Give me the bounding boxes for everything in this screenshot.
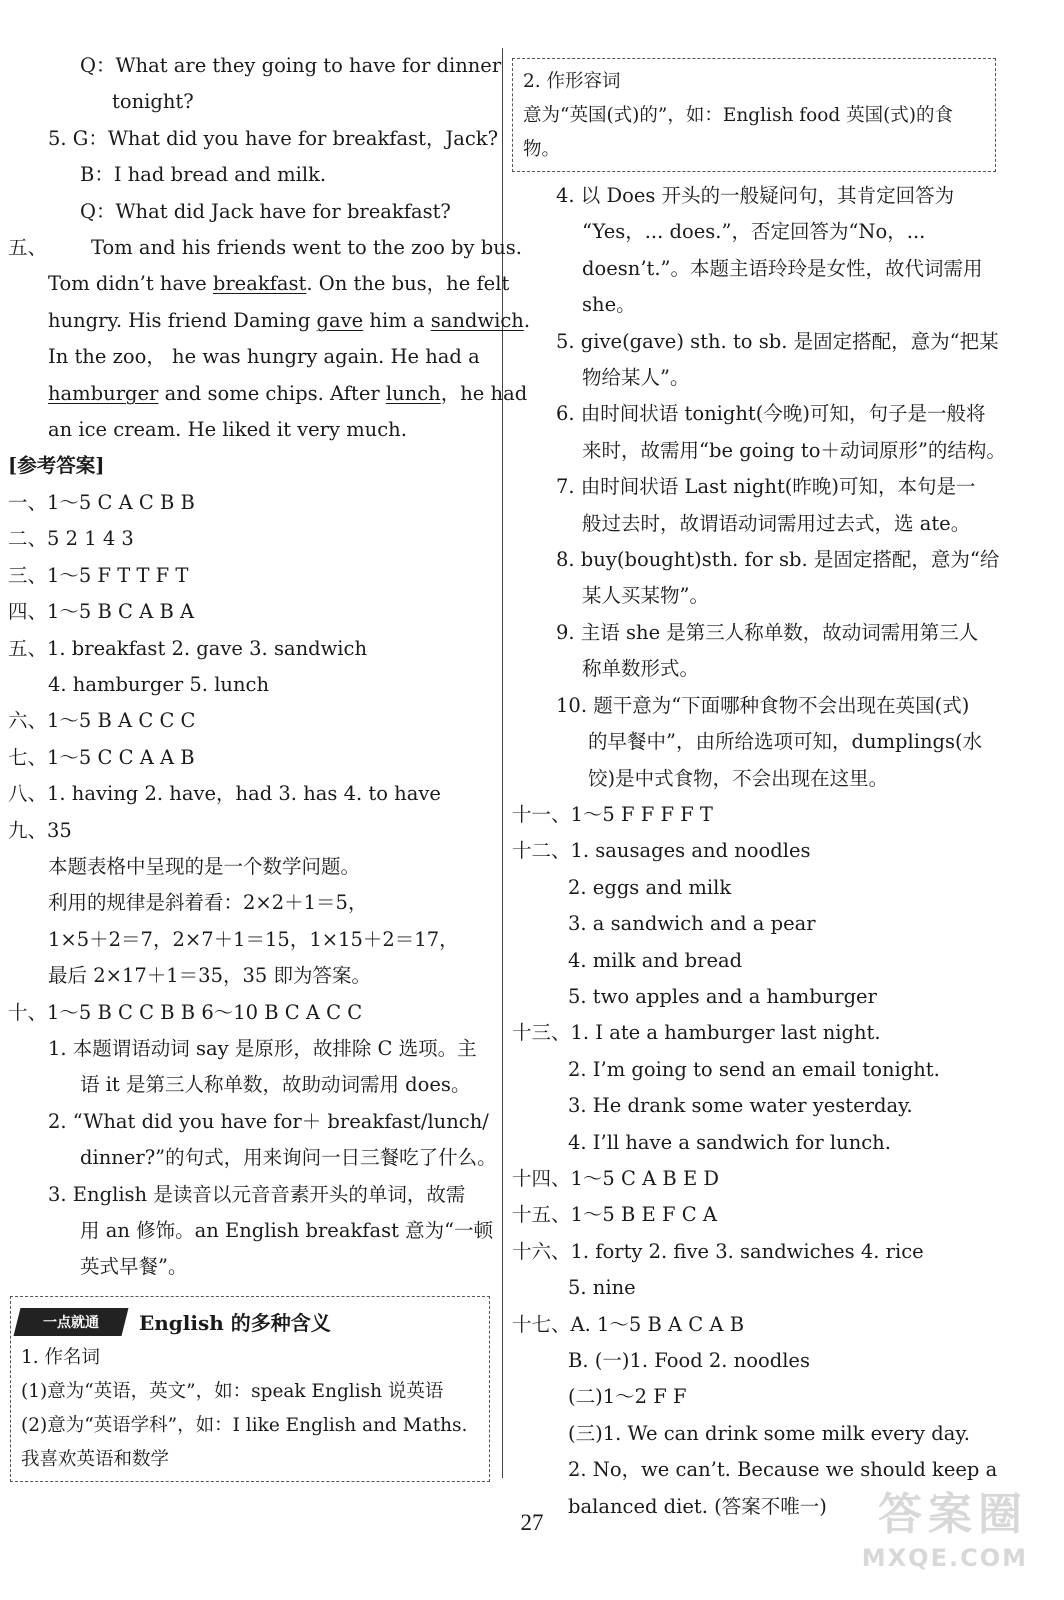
- passage-text: .: [523, 308, 531, 332]
- explanation-line: 4. 以 Does 开头的一般疑问句，其肯定回答为: [556, 184, 955, 207]
- explanation-line: 语 it 是第三人称单数，故助动词需用 does。: [80, 1073, 471, 1097]
- answer-line: 十六、1. forty 2. five 3. sandwiches 4. rice: [512, 1239, 924, 1263]
- answer-line: 十四、1～5 C A B E D: [512, 1166, 720, 1190]
- explanation-line: 1. 本题谓语动词 say 是原形，故排除 C 选项。主: [48, 1036, 477, 1060]
- answer-line: 二、5 2 1 4 3: [8, 527, 134, 551]
- answer-line: 十一、1～5 F F F F T: [512, 802, 713, 826]
- answer-line: 3. a sandwich and a pear: [568, 912, 816, 936]
- passage-line: [8, 376, 528, 412]
- answer-line: 4. milk and bread: [568, 948, 743, 972]
- answer-line: 4. hamburger 5. lunch: [48, 672, 270, 696]
- explanation-line: “Yes，... does.”，否定回答为“No，...: [582, 220, 926, 244]
- explanation-line: 物给某人”。: [582, 366, 690, 390]
- answer-line: 5. two apples and a hamburger: [568, 984, 877, 1008]
- right-column: [512, 48, 1004, 1525]
- watermark-url: MXQE.COM: [861, 1544, 1028, 1572]
- watermark-text: 答案圈: [878, 1489, 1028, 1540]
- answer-line: 五、1. breakfast 2. gave 3. sandwich: [8, 636, 368, 660]
- explanation-line: 的早餐中”，由所给选项可知，dumplings(水: [588, 730, 983, 754]
- section-label: 五、: [8, 236, 48, 260]
- explanation-line: 本题表格中呈现的是一个数学问题。: [48, 854, 361, 878]
- answer-word: hamburger: [48, 381, 159, 405]
- explanation-line: 般过去时，故谓语动词需用过去式，选 ate。: [582, 511, 971, 535]
- answer-line: balanced diet. (答案不唯一): [568, 1494, 827, 1518]
- explanation-line: 8. buy(bought)sth. for sb. 是固定搭配，意为“给: [556, 548, 1000, 572]
- passage-line: [8, 266, 510, 302]
- explanation-line: 5. give(gave) sth. to sb. 是固定搭配，意为“把某: [556, 329, 999, 353]
- text-line: B：I had bread and milk.: [80, 163, 327, 187]
- answer-line: 十、1～5 B C C B B 6～10 B C A C C: [8, 1000, 363, 1024]
- answer-line: 3. He drank some water yesterday.: [568, 1094, 913, 1118]
- passage-line: an ice cream. He liked it very much.: [48, 418, 407, 442]
- explanation-line: 2. “What did you have for＋ breakfast/lunch/: [48, 1109, 489, 1133]
- explanation-line: 9. 主语 she 是第三人称单数，故动词需用第三人: [556, 620, 979, 644]
- passage-text: Tom didn’t have: [48, 272, 213, 296]
- answer-line: B. (一)1. Food 2. noodles: [568, 1349, 810, 1372]
- explanation-line: 称单数形式。: [582, 657, 700, 681]
- tip-box: [10, 1296, 490, 1482]
- explanation-line: 来时，故需用“be going to＋动词原形”的结构。: [582, 438, 1006, 462]
- answer-line: 十五、1～5 B E F C A: [512, 1203, 717, 1227]
- passage-line: [8, 230, 522, 266]
- passage-line: [8, 303, 531, 339]
- explanation-line: doesn’t.”。本题主语玲玲是女性，故代词需用: [582, 256, 983, 280]
- answer-word: lunch: [385, 381, 441, 405]
- explanation-line: 6. 由时间状语 tonight(今晚)可知，句子是一般将: [556, 402, 986, 426]
- answer-line: 十二、1. sausages and noodles: [512, 839, 811, 863]
- tip-line: (2)意为“英语学科”，如：I like English and Maths.: [21, 1414, 468, 1436]
- passage-text: ，he had: [440, 381, 528, 405]
- answer-line: 2. eggs and milk: [568, 875, 732, 899]
- answer-line: 七、1～5 C C A A B: [8, 745, 195, 769]
- explanation-line: 最后 2×17＋1＝35，35 即为答案。: [48, 964, 371, 988]
- answer-word: sandwich: [430, 308, 524, 332]
- answer-line: 十三、1. I ate a hamburger last night.: [512, 1021, 881, 1045]
- answer-line: 2. I’m going to send an email tonight.: [568, 1057, 940, 1081]
- tip-box-continued: [512, 58, 996, 172]
- tip-line: 1. 作名词: [21, 1346, 101, 1368]
- explanation-line: 利用的规律是斜着看：2×2＋1＝5，: [48, 891, 368, 915]
- tip-line: 我喜欢英语和数学: [21, 1448, 170, 1470]
- text-line: Q：What did Jack have for breakfast?: [80, 199, 451, 223]
- tip-line: 意为“英国(式)的”，如：English food 英国(式)的食: [523, 105, 954, 126]
- passage-line: In the zoo， he was hungry again. He had a: [48, 345, 480, 369]
- answer-line: (二)1～2 F F: [568, 1385, 687, 1409]
- explanation-line: 英式早餐”。: [80, 1255, 188, 1279]
- answer-word: gave: [316, 308, 364, 332]
- answer-line: 2. No，we can’t. Because we should keep a: [568, 1458, 998, 1482]
- passage-text: Tom and his friends went to the zoo by bus.: [91, 236, 522, 260]
- answer-line: 八、1. having 2. have，had 3. has 4. to have: [8, 782, 441, 806]
- answer-line: (三)1. We can drink some milk every day.: [568, 1421, 970, 1445]
- text-line: 5. G：What did you have for breakfast，Jack?: [48, 126, 499, 150]
- answer-line: 4. I’ll have a sandwich for lunch.: [568, 1130, 891, 1154]
- tip-title: English 的多种含义: [139, 1311, 331, 1336]
- watermark-logo: [852, 1486, 1028, 1586]
- answer-line: 三、1～5 F T T F T: [8, 563, 189, 587]
- answer-word: breakfast: [212, 272, 307, 296]
- left-column: [8, 48, 531, 1482]
- tip-header: [21, 1303, 479, 1341]
- tip-line: 2. 作形容词: [523, 71, 621, 92]
- tip-tag-label: 一点就通: [43, 1314, 99, 1331]
- explanation-line: she。: [582, 293, 636, 317]
- answer-line: 一、1～5 C A C B B: [8, 490, 195, 514]
- answer-line: 5. nine: [568, 1276, 636, 1300]
- page-number: 27: [520, 1510, 544, 1535]
- column-divider: [502, 48, 503, 1478]
- answers-heading: [参考答案]: [8, 454, 105, 478]
- text-line: Q：What are they going to have for dinner: [80, 54, 502, 77]
- explanation-line: dinner?”的句式，用来询问一日三餐吃了什么。: [80, 1146, 497, 1170]
- passage-text: hungry. His friend Daming: [48, 308, 317, 332]
- answer-line: 九、35: [8, 818, 72, 842]
- explanation-line: 3. English 是读音以元音音素开头的单词，故需: [48, 1182, 466, 1206]
- tip-tag: [14, 1308, 129, 1336]
- passage-text: . On the bus，he felt: [306, 272, 510, 296]
- passage-text: and some chips. After: [158, 381, 386, 405]
- answer-line: 六、1～5 B A C C C: [8, 709, 196, 733]
- answer-line: 十七、A. 1～5 B A C A B: [512, 1312, 745, 1336]
- passage-text: him a: [363, 308, 431, 332]
- explanation-line: 饺)是中式食物，不会出现在这里。: [588, 766, 889, 790]
- explanation-line: 10. 题干意为“下面哪种食物不会出现在英国(式): [556, 693, 970, 717]
- explanation-line: 1×5＋2＝7，2×7＋1＝15，1×15＋2＝17，: [48, 927, 459, 951]
- answer-line: 四、1～5 B C A B A: [8, 600, 195, 624]
- explanation-line: 用 an 修饰。an English breakfast 意为“一顿: [80, 1219, 494, 1242]
- explanation-line: 7. 由时间状语 Last night(昨晚)可知，本句是一: [556, 475, 976, 499]
- tip-line: (1)意为“英语，英文”，如：speak English 说英语: [21, 1380, 444, 1402]
- text-line: tonight?: [112, 90, 194, 114]
- tip-line: 物。: [523, 139, 561, 160]
- explanation-line: 某人买某物”。: [582, 584, 709, 608]
